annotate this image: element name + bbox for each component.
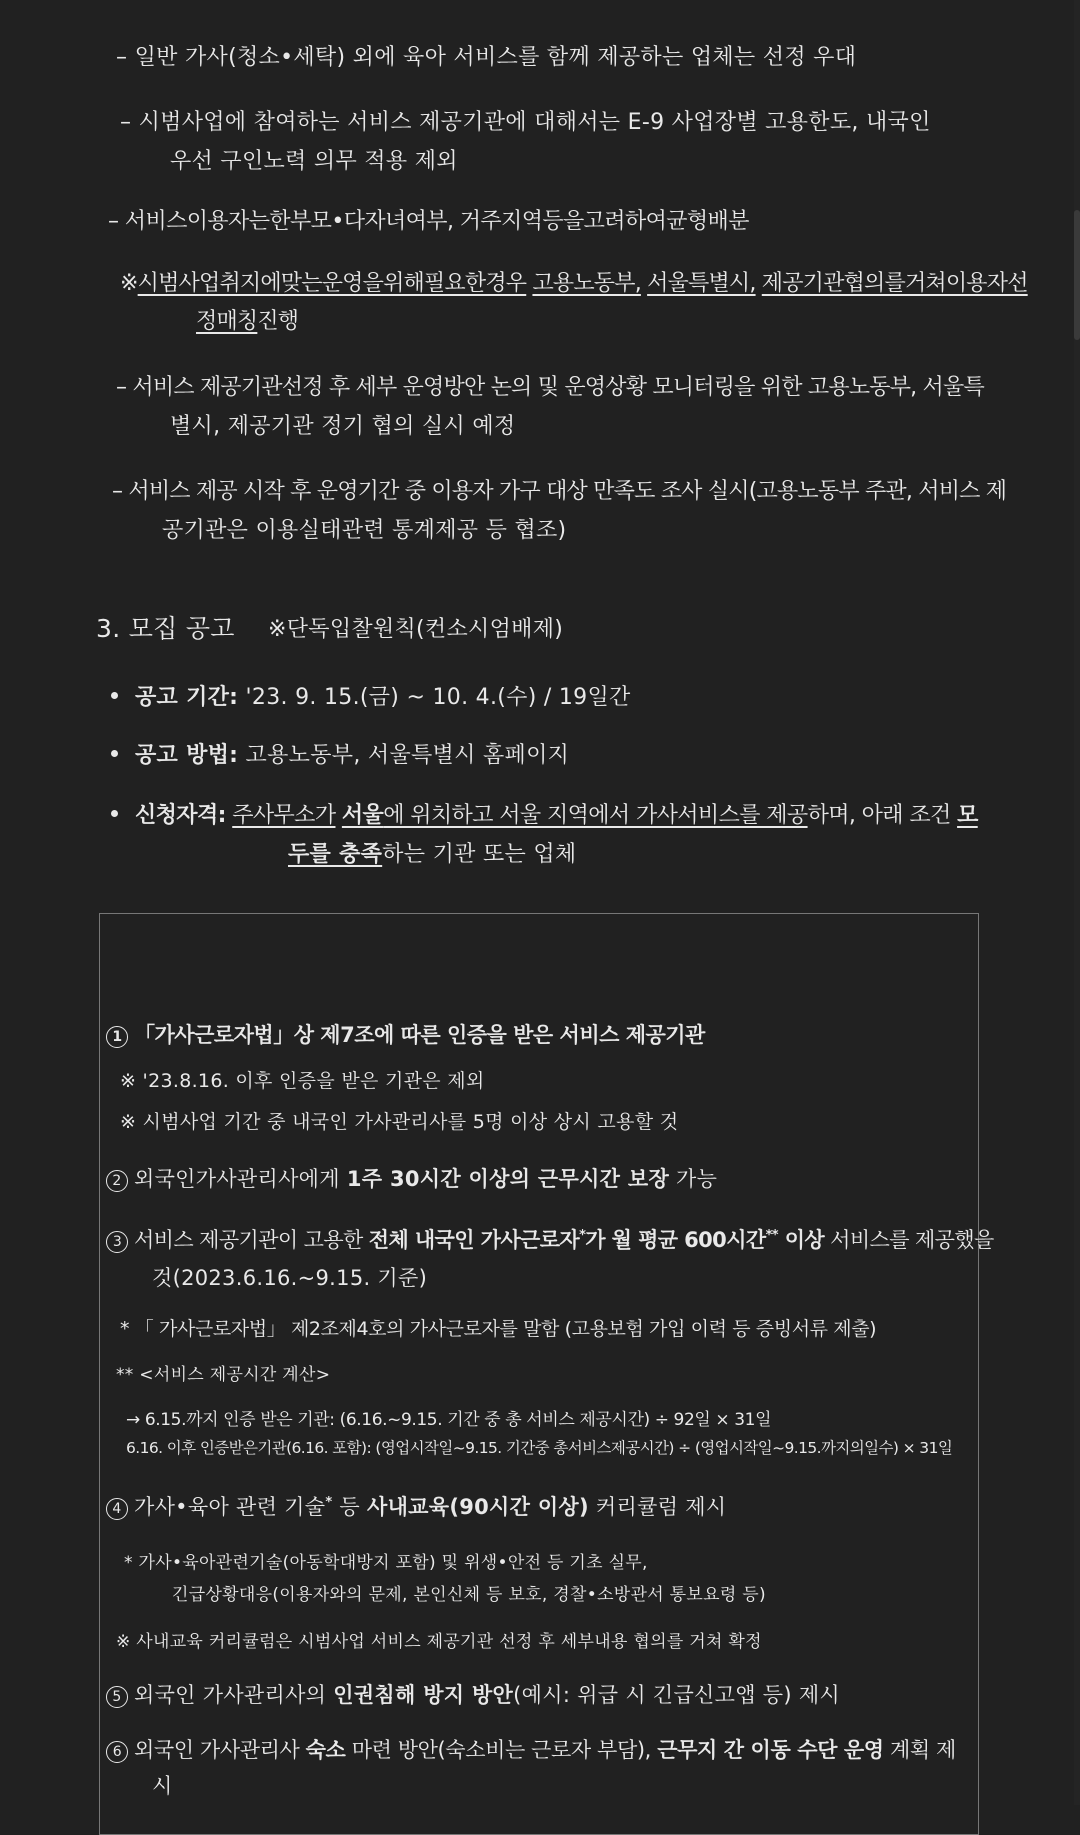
scrollbar-track[interactable]: [1074, 0, 1080, 1805]
scrollbar-thumb[interactable]: [1074, 210, 1080, 340]
bullet-dot: [111, 810, 118, 817]
section-title: 3. 모집 공고: [96, 614, 235, 643]
condition-4-note-3: ※ 사내교육 커리큘럼은 시범사업 서비스 제공기관 선정 후 세부내용 협의를 거쳐 확정: [116, 1632, 762, 1652]
condition-4-note-1: * 가사•육아관련기술(아동학대방지 포함) 및 위생•안전 등 기초 실무,: [124, 1553, 648, 1573]
intro-item-5-cont: 별시, 제공기관 정기 협의 실시 예정: [170, 414, 516, 439]
condition-3-cont: 것(2023.6.16.~9.15. 기준): [152, 1266, 428, 1290]
eligibility-cont: 두를 충족하는 기관 또는 업체: [288, 842, 577, 867]
condition-4-note-2: 긴급상황대응(이용자와의 문제, 본인신체 등 보호, 경찰•소방관서 통보요령 등): [172, 1585, 766, 1605]
bullet-dot: [111, 750, 118, 757]
condition-1-note-1: ※ '23.8.16. 이후 인증을 받은 기관은 제외: [120, 1070, 485, 1092]
section-note: ※단독입찰원칙(컨소시엄배제): [268, 617, 564, 642]
intro-item-2-cont: 우선 구인노력 의무 적용 제외: [170, 149, 458, 174]
intro-item-1: – 일반 가사(청소•세탁) 외에 육아 서비스를 함께 제공하는 업체는 선정 우대: [116, 45, 857, 70]
condition-6: 6 외국인 가사관리사 숙소 마련 방안(숙소비는 근로자 부담), 근무지 간 이동 수단 운영 계획 제: [106, 1734, 956, 1764]
condition-3-note-1: * 「 가사근로자법」 제2조제4호의 가사근로자를 말함 (고용보험 가입 이력 등 증빙서류 제출): [120, 1318, 877, 1340]
condition-3-note-4: 6.16. 이후 인증받은기관(6.16. 포함): (영업시작일~9.15. 기간중 총서비스제공시간) ÷ (영업시작일~9.15.까지의일수) × 31일: [126, 1439, 953, 1457]
condition-3-note-2: ** <서비스 제공시간 계산>: [116, 1365, 331, 1385]
condition-1-note-2: ※ 시범사업 기간 중 내국인 가사관리사를 5명 이상 상시 고용할 것: [120, 1111, 679, 1133]
bullet-dot: [111, 692, 118, 699]
eligibility: 신청자격: 주사무소가 서울에 위치하고 서울 지역에서 가사서비스를 제공하며, 아래 조건 모: [135, 803, 978, 828]
intro-item-6: – 서비스 제공 시작 후 운영기간 중 이용자 가구 대상 만족도 조사 실시(고용노동부 주관, 서비스 제: [112, 479, 1007, 504]
intro-item-6-cont: 공기관은 이용실태관련 통계제공 등 협조): [162, 518, 567, 543]
announcement-period: 공고 기간: '23. 9. 15.(금) ~ 10. 4.(수) / 19일간: [135, 685, 631, 710]
condition-4: 4 가사•육아 관련 기술* 등 사내교육(90시간 이상) 커리큘럼 제시: [106, 1491, 726, 1521]
condition-3-note-3: → 6.15.까지 인증 받은 기관: (6.16.~9.15. 기간 중 총 서비스 제공시간) ÷ 92일 × 31일: [126, 1410, 772, 1430]
intro-item-2: – 시범사업에 참여하는 서비스 제공기관에 대해서는 E-9 사업장별 고용한도, 내국인: [120, 110, 931, 135]
intro-item-4: ※시범사업취지에맞는운영을위해필요한경우 고용노동부, 서울특별시, 제공기관협의를거쳐이용자선: [120, 271, 1028, 296]
condition-3: 3 서비스 제공기관이 고용한 전체 내국인 가사근로자*가 월 평균 600시간** 이상 서비스를 제공했을: [106, 1224, 994, 1254]
intro-item-5: – 서비스 제공기관선정 후 세부 운영방안 논의 및 운영상황 모니터링을 위한 고용노동부, 서울특: [116, 375, 984, 400]
intro-item-4-cont: 정매칭진행: [196, 309, 299, 334]
condition-6-cont: 시: [152, 1774, 173, 1798]
announcement-method: 공고 방법: 고용노동부, 서울특별시 홈페이지: [135, 743, 570, 768]
intro-item-3: – 서비스이용자는한부모•다자녀여부, 거주지역등을고려하여균형배분: [108, 209, 749, 234]
condition-1: 1 「가사근로자법」상 제7조에 따른 인증을 받은 서비스 제공기관: [106, 1019, 705, 1049]
condition-2: 2 외국인가사관리사에게 1주 30시간 이상의 근무시간 보장 가능: [106, 1163, 717, 1193]
condition-5: 5 외국인 가사관리사의 인권침해 방지 방안(예시: 위급 시 긴급신고앱 등) 제시: [106, 1679, 840, 1709]
